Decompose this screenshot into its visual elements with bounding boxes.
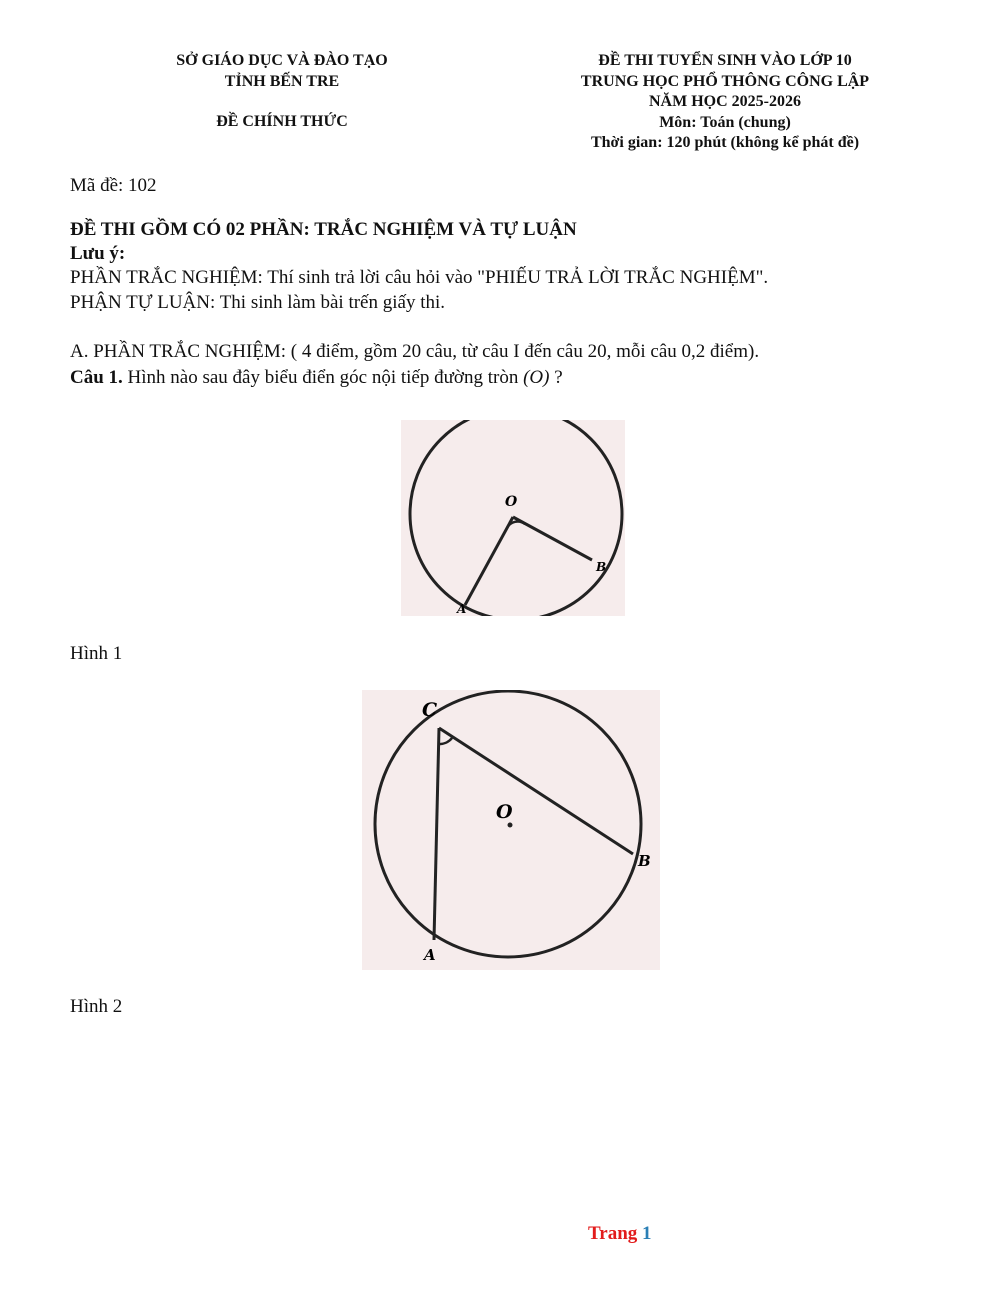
- province-name: TỈNH BẾN TRE: [224, 72, 340, 90]
- figure-2-label-b: B: [638, 852, 651, 870]
- figure-2-label-a: A: [424, 946, 436, 964]
- school-type: TRUNG HỌC PHỔ THÔNG CÔNG LẬP: [580, 72, 870, 90]
- page-number: 1: [642, 1223, 652, 1244]
- question-1-label: Câu 1.: [70, 367, 123, 388]
- figure-2-caption: Hình 2: [70, 996, 123, 1017]
- question-1-text: Hình nào sau đây biểu điển góc nội tiếp đường tròn: [127, 367, 519, 388]
- header-left: [132, 51, 432, 133]
- header-right: [530, 51, 920, 154]
- question-1: [70, 367, 563, 389]
- figure-1-label-a: A: [457, 602, 467, 616]
- page-word: Trang: [588, 1223, 638, 1244]
- question-1-math: (O): [523, 367, 550, 388]
- figure-1: [401, 420, 625, 616]
- figure-2-label-o: O: [496, 801, 513, 823]
- time-limit: Thời gian: 120 phút (không kể phát đề): [590, 134, 860, 151]
- official-exam-label: ĐỀ CHÍNH THỨC: [216, 113, 348, 130]
- figure-2: [362, 690, 660, 970]
- question-1-tail: ?: [554, 367, 563, 388]
- page-footer: [588, 1223, 652, 1245]
- exam-code: Mã đề: 102: [70, 175, 157, 196]
- department-name: SỞ GIÁO DỤC VÀ ĐÀO TẠO: [176, 52, 388, 69]
- exam-title: ĐỀ THI TUYỂN SINH VÀO LỚP 10: [598, 52, 852, 69]
- figure-1-label-o: O: [505, 494, 518, 510]
- figure-1-label-b: B: [596, 560, 607, 574]
- note-label: Lưu ý:: [70, 243, 126, 264]
- note-essay: PHẬN TỰ LUẬN: Thi sinh làm bài trến giấy thi.: [70, 292, 446, 313]
- note-multiple-choice: PHẦN TRẮC NGHIỆM: Thí sinh trả lời câu hỏi vào "PHIẾU TRẢ LỜI TRẮC NGHIỆM".: [70, 267, 769, 288]
- section-a-heading: A. PHẦN TRẮC NGHIỆM: ( 4 điểm, gồm 20 câu, từ câu I đến câu 20, mỗi câu 0,2 điểm).: [70, 341, 760, 362]
- subject: Môn: Toán (chung): [659, 113, 791, 131]
- figure-2-label-c: C: [422, 699, 438, 721]
- exam-structure-title: ĐỀ THI GỒM CÓ 02 PHẦN: TRẮC NGHIỆM VÀ TỰ LUẬN: [70, 219, 577, 240]
- school-year: NĂM HỌC 2025-2026: [649, 93, 801, 110]
- figure-1-drawing: [401, 420, 625, 616]
- figure-1-caption: Hình 1: [70, 643, 123, 664]
- figure-2-drawing: [362, 690, 660, 970]
